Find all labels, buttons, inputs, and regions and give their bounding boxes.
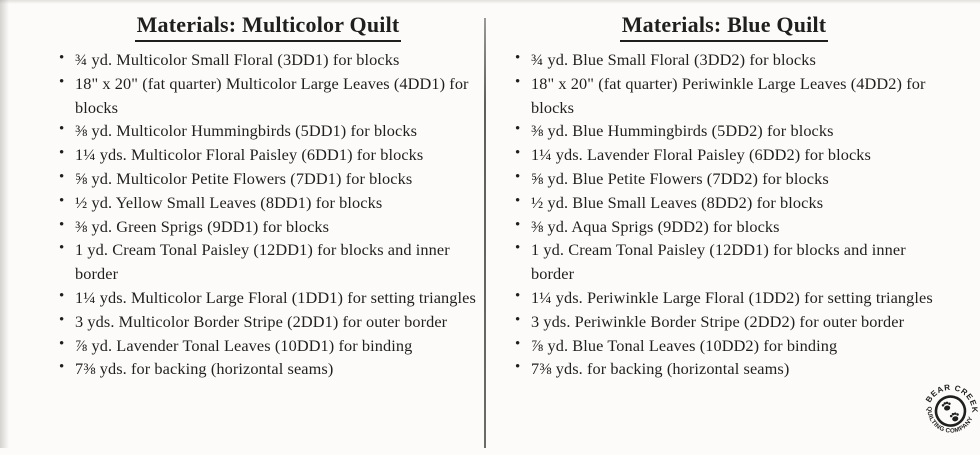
scan-edge-shadow-top: [0, 0, 980, 4]
materials-list-item: • 3 yds. Periwinkle Border Stripe (2DD2) for outer border: [512, 310, 936, 334]
materials-list-item: • 3 yds. Multicolor Border Stripe (2DD1) for outer border: [56, 310, 480, 334]
materials-list-item: • ⅞ yd. Blue Tonal Leaves (10DD2) for binding: [512, 334, 936, 358]
materials-list-item: • ⅜ yd. Aqua Sprigs (9DD2) for blocks: [512, 215, 936, 239]
materials-list-item: • ⅜ yd. Multicolor Hummingbirds (5DD1) for blocks: [56, 119, 480, 143]
bear-creek-quilting-logo: [908, 371, 980, 455]
column-title-multicolor-text: Materials: Multicolor Quilt: [135, 12, 402, 42]
materials-list-item: • ⅞ yd. Lavender Tonal Leaves (10DD1) for binding: [56, 334, 480, 358]
column-divider: [484, 18, 486, 448]
scan-edge-shadow-left: [0, 0, 9, 448]
materials-list-item: • 1¼ yds. Multicolor Large Floral (1DD1) for setting triangles: [56, 286, 480, 310]
column-title-multicolor: [56, 12, 480, 38]
materials-list-item: • ⅜ yd. Blue Hummingbirds (5DD2) for blocks: [512, 119, 936, 143]
materials-list-multicolor: [56, 48, 480, 381]
materials-column-multicolor: [56, 12, 480, 381]
materials-list-blue: [512, 48, 936, 381]
logo-arc-top-text: BEAR CREEK: [924, 382, 980, 414]
materials-list-item: • 7⅜ yds. for backing (horizontal seams): [56, 357, 480, 381]
materials-list-item: • 1¼ yds. Multicolor Floral Paisley (6DD1) for blocks: [56, 143, 480, 167]
materials-list-item: • ¾ yd. Multicolor Small Floral (3DD1) for blocks: [56, 48, 480, 72]
materials-column-blue: [512, 12, 936, 381]
materials-list-item: • 1¼ yds. Periwinkle Large Floral (1DD2) for setting triangles: [512, 286, 936, 310]
logo-arc-bottom-text: QUILTING COMPANY: [925, 406, 975, 435]
materials-list-item: • 18" x 20" (fat quarter) Multicolor Large Leaves (4DD1) for blocks: [56, 72, 480, 120]
materials-list-item: • 7⅜ yds. for backing (horizontal seams): [512, 357, 936, 381]
materials-list-item: • ⅝ yd. Blue Petite Flowers (7DD2) for blocks: [512, 167, 936, 191]
materials-list-item: • ⅜ yd. Green Sprigs (9DD1) for blocks: [56, 215, 480, 239]
column-title-blue-text: Materials: Blue Quilt: [620, 12, 829, 42]
materials-list-item: • ½ yd. Yellow Small Leaves (8DD1) for blocks: [56, 191, 480, 215]
materials-list-item: • 1 yd. Cream Tonal Paisley (12DD1) for blocks and inner border: [56, 238, 480, 286]
materials-list-item: • ⅝ yd. Multicolor Petite Flowers (7DD1) for blocks: [56, 167, 480, 191]
materials-list-item: • 18" x 20" (fat quarter) Periwinkle Large Leaves (4DD2) for blocks: [512, 72, 936, 120]
bear-paw-icon: [949, 412, 960, 423]
materials-list-item: • 1 yd. Cream Tonal Paisley (12DD1) for blocks and inner border: [512, 238, 936, 286]
materials-list-item: • 1¼ yds. Lavender Floral Paisley (6DD2) for blocks: [512, 143, 936, 167]
bear-paw-icon: [941, 401, 952, 412]
materials-list-item: • ¾ yd. Blue Small Floral (3DD2) for blocks: [512, 48, 936, 72]
materials-list-item: • ½ yd. Blue Small Leaves (8DD2) for blocks: [512, 191, 936, 215]
column-title-blue: [512, 12, 936, 38]
